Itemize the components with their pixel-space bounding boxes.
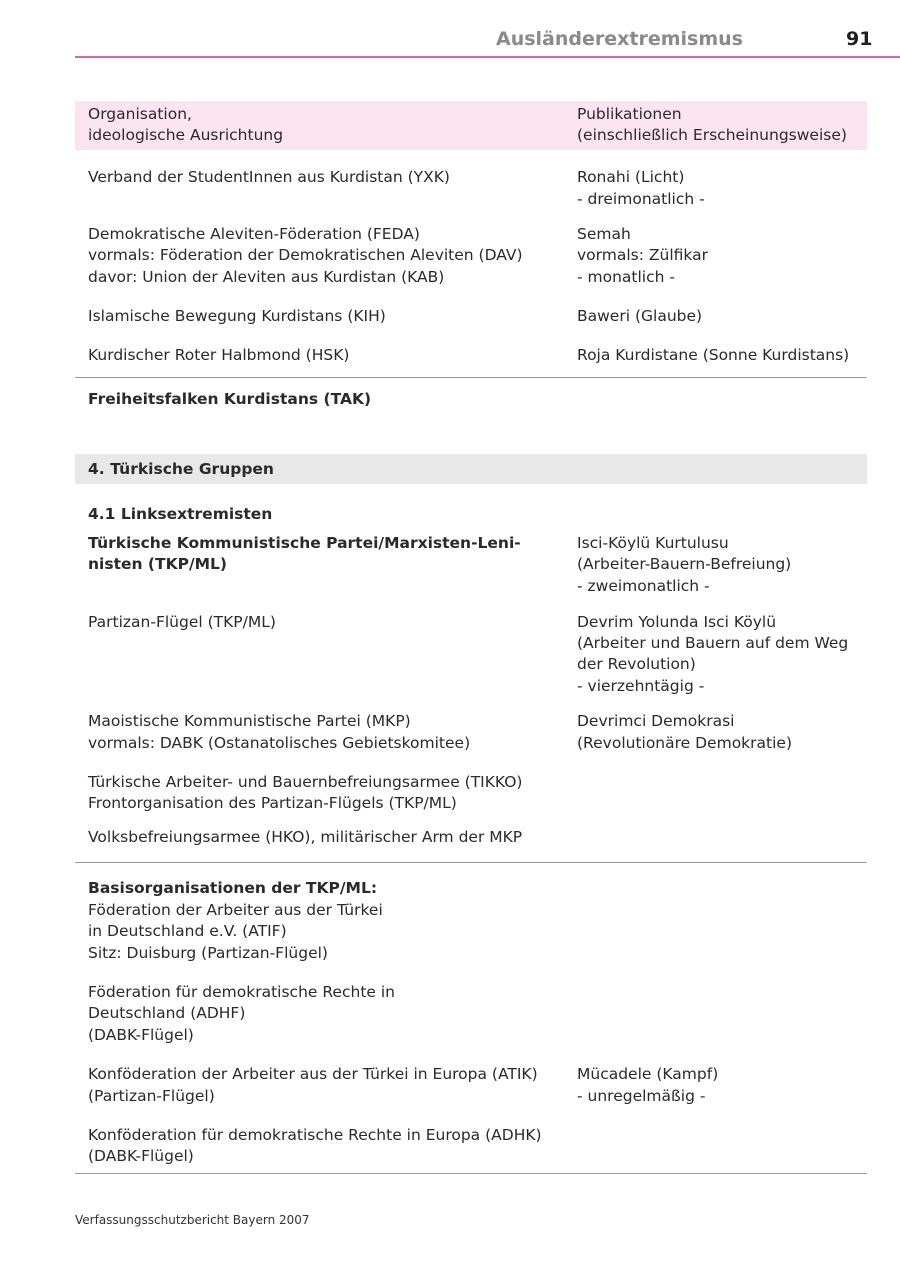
organisation-line: vormals: DABK (Ostanatolisches Gebietskomitee) [88,734,471,752]
publication-line: - dreimonatlich - [577,190,705,208]
publication-line: (Revolutionäre Demokratie) [577,734,792,752]
publication-line: Devrimci Demokrasi [577,712,735,730]
publication-line: - unregelmäßig - [577,1087,706,1105]
table-divider [75,1173,867,1174]
table-divider [75,862,867,863]
organisation-line: Kurdischer Roter Halbmond (HSK) [88,346,350,364]
organisation-line: Basisorganisationen der TKP/ML: [88,879,378,897]
organisation-line: Deutschland (ADHF) [88,1004,246,1022]
organisation-line: (DABK-Flügel) [88,1147,194,1165]
organisation-line: Verband der StudentInnen aus Kurdistan (YXK) [88,168,450,186]
publication-line: Ronahi (Licht) [577,168,685,186]
organisation-line: Sitz: Duisburg (Partizan-Flügel) [88,944,328,962]
publication-line: Devrim Yolunda Isci Köylü [577,613,777,631]
publication-line: der Revolution) [577,655,696,673]
organisation-line: Islamische Bewegung Kurdistans (KIH) [88,307,386,325]
organisation-line: Volksbefreiungsarmee (HKO), militärischer Arm der MKP [88,828,523,846]
organisation-line: Föderation der Arbeiter aus der Türkei [88,901,383,919]
organisation-line: Freiheitsfalken Kurdistans (TAK) [88,390,372,408]
publication-line: - monatlich - [577,268,675,286]
organisation-line: Maoistische Kommunistische Partei (MKP) [88,712,411,730]
organisation-line: Demokratische Aleviten-Föderation (FEDA) [88,225,420,243]
publication-line: - vierzehntägig - [577,677,705,695]
footer-text: Verfassungsschutzbericht Bayern 2007 [75,1213,310,1227]
organisation-line: Frontorganisation des Partizan-Flügels (TKP/ML) [88,794,457,812]
publication-line: Semah [577,225,631,243]
publication-line: Mücadele (Kampf) [577,1065,719,1083]
organisation-line: Konföderation für demokratische Rechte in Europa (ADHK) [88,1126,542,1144]
organisation-line: Türkische Kommunistische Partei/Marxisten-Leni- [88,534,521,552]
organisation-line: davor: Union der Aleviten aus Kurdistan (KAB) [88,268,445,286]
organisation-line: Partizan-Flügel (TKP/ML) [88,613,276,631]
publication-line: vormals: Zülfikar [577,246,708,264]
organisation-line: nisten (TKP/ML) [88,555,228,573]
table-header-col2-line: (einschließlich Erscheinungsweise) [577,126,847,144]
publication-line: - zweimonatlich - [577,577,710,595]
organisation-line: (Partizan-Flügel) [88,1087,215,1105]
organisation-line: Türkische Arbeiter- und Bauernbefreiungsarmee (TIKKO) [88,773,523,791]
organisation-line: (DABK-Flügel) [88,1026,194,1044]
table-divider [75,377,867,378]
publication-line: Isci-Köylü Kurtulusu [577,534,729,552]
organisation-line: in Deutschland e.V. (ATIF) [88,922,287,940]
publication-line: Roja Kurdistane (Sonne Kurdistans) [577,346,850,364]
table-header-col2-line: Publikationen [577,105,682,123]
running-header-title: Ausländerextremismus [496,28,743,50]
publication-line: (Arbeiter und Bauern auf dem Weg [577,634,849,652]
organisation-line: Konföderation der Arbeiter aus der Türkei in Europa (ATIK) [88,1065,538,1083]
table-header-col1-line: ideologische Ausrichtung [88,126,284,144]
publication-line: Baweri (Glaube) [577,307,703,325]
organisation-line: Föderation für demokratische Rechte in [88,983,395,1001]
organisation-line: vormals: Föderation der Demokratischen Aleviten (DAV) [88,246,523,264]
table-header-col1-line: Organisation, [88,105,192,123]
publication-line: (Arbeiter-Bauern-Befreiung) [577,555,792,573]
page-number: 91 [846,28,873,50]
header-rule [75,56,900,58]
subsection-heading: 4.1 Linksextremisten [88,505,273,523]
section-heading: 4. Türkische Gruppen [88,460,274,478]
